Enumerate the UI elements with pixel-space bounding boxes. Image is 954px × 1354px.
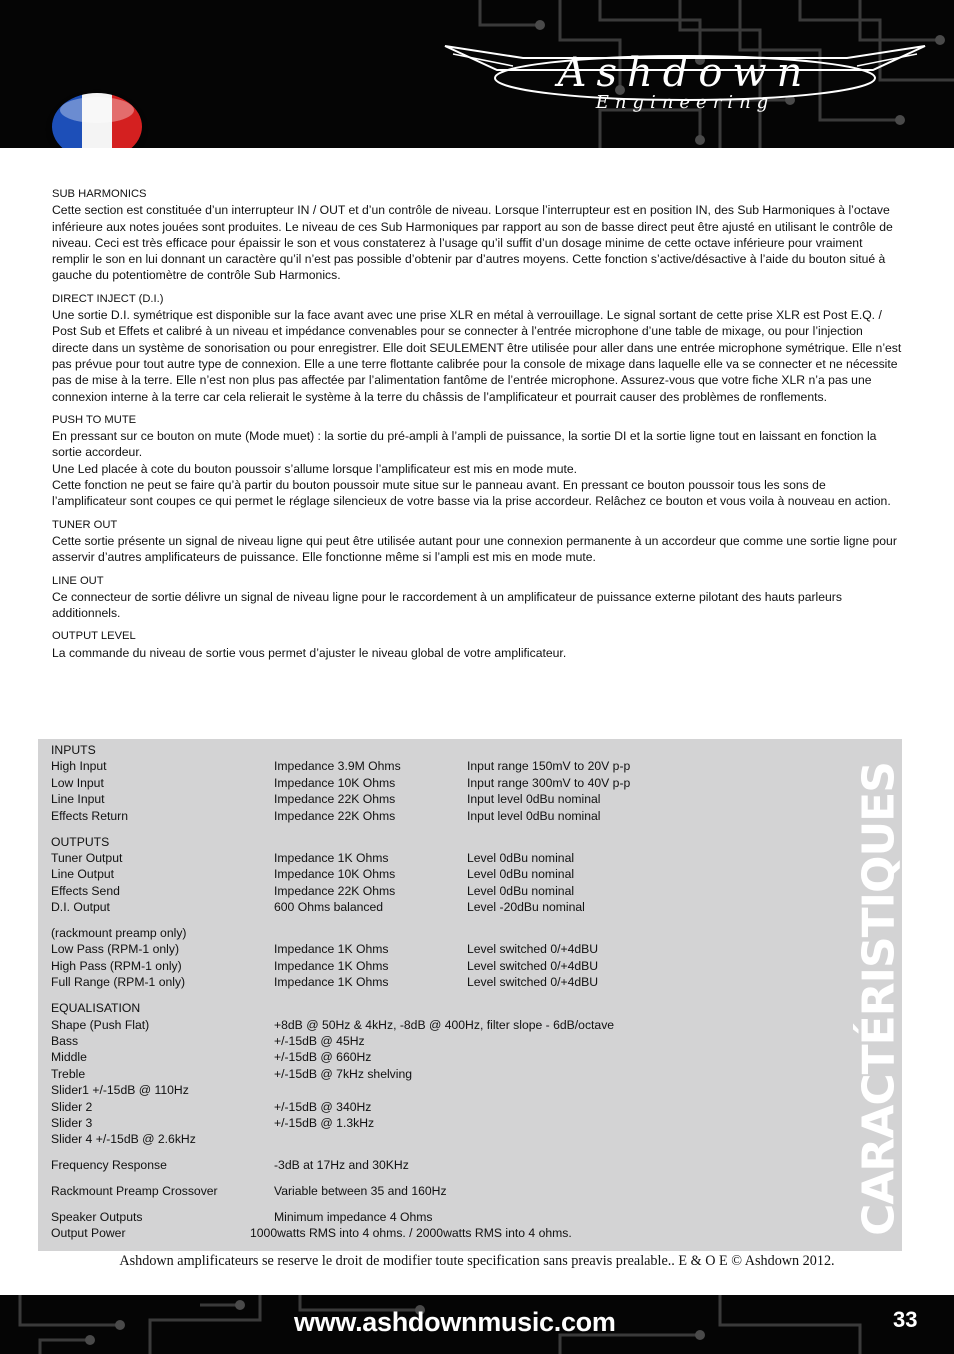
- spec-value: Impedance 1K Ohms: [274, 958, 389, 973]
- spec-value: +/-15dB @ 340Hz: [274, 1099, 372, 1114]
- page-header: [0, 0, 954, 148]
- spec-detail: Level switched 0/+4dBU: [467, 942, 599, 957]
- spec-label: Slider1 +/-15dB @ 110Hz: [51, 1083, 189, 1098]
- spec-label: Low Input: [51, 775, 104, 790]
- page-footer: [0, 1295, 954, 1354]
- spec-value: +/-15dB @ 45Hz: [274, 1033, 365, 1048]
- spec-value: 1000watts RMS into 4 ohms. / 2000watts RMS into 4 ohms.: [250, 1226, 572, 1241]
- logo-wordmark: Ashdown: [557, 50, 813, 96]
- vertical-title: CARACTÉRISTIQUES: [853, 762, 905, 1236]
- section-text: Une Led placée à cote du bouton poussoir s’allume lorsque l’amplificateur est mis en mode mute.: [52, 461, 578, 476]
- spec-label: Treble: [51, 1066, 86, 1081]
- disclaimer: Ashdown amplificateurs se reserve le droit de modifier toute specification sans preavis prealable.. E & O E © Ashdown 2012.: [119, 1253, 835, 1269]
- section-text: Cette section est constituée d’un interrupteur IN / OUT et d’un contrôle de niveau. Lorsque l’interrupteur est en position IN, des Sub Harmoniques à l’octave inférieure aux notes jouées sont produites. Le niveau de ces Sub Harmoniques par rapport au son de basse direct peut être ajusté en utilisant le contrôle de niveau. Ceci est très efficace pour épaissir le son et vous constaterez à l’usage qu’il suffit d’un dosage minime de cette octave inférieure pour vraiment remplir le son en lui donnant un caractère qu’il n’est pas possible d’obtenir par d’autres moyens. Cette fonction s’active/désactive à l’aide du bouton situé à gauche du potentiomètre de contrôle Sub Harmonics.: [52, 203, 893, 283]
- specifications-box: [38, 739, 905, 1251]
- spec-label: Effects Return: [51, 808, 128, 823]
- spec-value: Impedance 1K Ohms: [274, 942, 389, 957]
- spec-label: Line Output: [51, 867, 115, 882]
- section-push-to-mute: [52, 412, 902, 510]
- specifications-title: [853, 759, 905, 1239]
- spec-value: Impedance 22K Ohms: [274, 808, 396, 823]
- section-heading: OUTPUT LEVEL: [52, 630, 136, 643]
- spec-value: Impedance 22K Ohms: [274, 792, 396, 807]
- spec-value: Impedance 10K Ohms: [274, 775, 396, 790]
- spec-detail: Level -20dBu nominal: [467, 900, 585, 915]
- spec-detail: Level switched 0/+4dBU: [467, 958, 599, 973]
- spec-detail: Input level 0dBu nominal: [467, 792, 601, 807]
- spec-value: +/-15dB @ 1.3kHz: [274, 1115, 375, 1130]
- section-output-level: [52, 628, 902, 661]
- section-direct-inject: [52, 291, 902, 405]
- spec-label: Rackmount Preamp Crossover: [51, 1184, 218, 1199]
- spec-label: Slider 4 +/-15dB @ 2.6kHz: [51, 1132, 196, 1147]
- spec-detail: Input level 0dBu nominal: [467, 808, 601, 823]
- section-text: Une sortie D.I. symétrique est disponible sur la face avant avec une prise XLR en métal à verrouillage. Le signal sortant de cette prise XLR est Post E.Q. / Post Sub et Effets et calibré à un niveau et impédance convenables pour se connecter à l’entrée microphone d’une table de mixage, ou pour l’injection directe dans un système de sonorisation ou pour enregistrer. Elle doit SEULEMENT être utilisée pour aller dans une entrée microphone symétrique. Elle n’est pas prévue pour tout autre type de connexion. Elle a une terre flottante calibrée pour la console de mixage dans laquelle elle va se connecter et ne nécessite pas de mise à la terre. Elle n’est non plus pas affectée par l’alimentation fantôme de l’entrée microphone. Assurez-vous que votre fiche XLR n’a pas une connexion interne à la terre car cela relierait le système à la terre du châssis de l’amplificateur et pourrait causer des problèmes de ronflements.: [52, 308, 902, 404]
- spec-label: EQUALISATION: [51, 1001, 141, 1016]
- website-link[interactable]: www.ashdownmusic.com: [294, 1307, 616, 1337]
- section-heading: SUB HARMONICS: [52, 188, 147, 200]
- spec-value: -3dB at 17Hz and 30KHz: [274, 1158, 409, 1173]
- spec-label: Speaker Outputs: [51, 1210, 143, 1224]
- spec-label: Full Range (RPM-1 only): [51, 975, 186, 990]
- page-number: 33: [893, 1307, 918, 1332]
- section-text: Cette sortie présente un signal de niveau ligne qui peut être utilisée autant pour une connexion permanente à un accordeur que comme une sortie ligne pour asservir d’autres amplificateurs de puissance. Elle fonctionne même si l’ampli est mis en mode mute.: [52, 533, 897, 565]
- spec-detail: Input range 150mV to 20V p-p: [467, 759, 631, 774]
- spec-detail: Level 0dBu nominal: [467, 867, 575, 882]
- spec-value: 600 Ohms balanced: [274, 900, 384, 915]
- spec-detail: Level 0dBu nominal: [467, 850, 575, 865]
- spec-value: Impedance 1K Ohms: [274, 975, 389, 990]
- spec-label: Bass: [51, 1033, 79, 1048]
- section-heading: PUSH TO MUTE: [52, 413, 137, 426]
- spec-label: High Pass (RPM-1 only): [51, 958, 182, 973]
- spec-label: Middle: [51, 1050, 87, 1065]
- spec-value: +/-15dB @ 7kHz shelving: [274, 1066, 413, 1081]
- spec-detail: Level 0dBu nominal: [467, 883, 575, 898]
- spec-label: INPUTS: [51, 743, 96, 757]
- spec-value: Variable between 35 and 160Hz: [274, 1184, 447, 1199]
- spec-label: Tuner Output: [51, 850, 123, 865]
- spec-label: OUTPUTS: [51, 834, 110, 849]
- spec-label: Slider 2: [51, 1099, 93, 1114]
- logo-subtitle: Engineering: [595, 92, 775, 113]
- section-sub-harmonics: [52, 186, 902, 284]
- spec-label: Frequency Response: [51, 1158, 167, 1173]
- section-text: Cette fonction ne peut se faire qu’à partir du bouton poussoir mute situe sur le panneau avant. En pressant ce bouton poussoir tous les sons de l’amplificateur sont coupes ce qui permet le réglage silencieux de votre basse via la prise accordeur. Relâchez ce bouton et vous voila à nouveau en action.: [52, 478, 891, 509]
- section-text: Ce connecteur de sortie délivre un signal de niveau ligne pour le raccordement à un amplificateur de puissance externe pilotant des hauts parleurs additionnels.: [52, 589, 842, 621]
- spec-label: D.I. Output: [51, 900, 110, 915]
- spec-detail: Input range 300mV to 40V p-p: [467, 775, 631, 790]
- spec-value: Impedance 22K Ohms: [274, 883, 396, 898]
- section-heading: DIRECT INJECT (D.I.): [52, 292, 164, 305]
- spec-label: Low Pass (RPM-1 only): [51, 942, 180, 957]
- spec-detail: Level switched 0/+4dBU: [467, 975, 599, 990]
- spec-label: (rackmount preamp only): [51, 926, 187, 940]
- spec-label: Shape (Push Flat): [51, 1017, 150, 1032]
- section-tuner-out: [52, 517, 902, 566]
- spec-label: Line Input: [51, 792, 105, 807]
- ashdown-logo: [443, 40, 927, 120]
- section-heading: TUNER OUT: [52, 518, 118, 531]
- spec-value: Impedance 1K Ohms: [274, 850, 389, 865]
- section-line-out: [52, 573, 902, 622]
- spec-label: Slider 3: [51, 1115, 93, 1130]
- spec-value: +8dB @ 50Hz & 4kHz, -8dB @ 400Hz, filter slope - 6dB/octave: [274, 1017, 615, 1032]
- section-heading: LINE OUT: [52, 574, 104, 587]
- spec-label: High Input: [51, 759, 107, 774]
- main-content: [52, 186, 902, 668]
- section-text: En pressant sur ce bouton on mute (Mode muet) : la sortie du pré-ampli à l’ampli de puissance, la sortie DI et la sortie ligne tout en laissant en fonction la sortie accordeur.: [52, 429, 877, 460]
- spec-value: +/-15dB @ 660Hz: [274, 1050, 372, 1065]
- spec-value: Impedance 3.9M Ohms: [274, 759, 401, 774]
- section-text: La commande du niveau de sortie vous permet d’ajuster le niveau global de votre amplificateur.: [52, 645, 567, 660]
- spec-label: Effects Send: [51, 883, 120, 898]
- spec-value: Minimum impedance 4 Ohms: [274, 1210, 433, 1224]
- spec-label: Output Power: [51, 1226, 126, 1241]
- spec-value: Impedance 10K Ohms: [274, 867, 396, 882]
